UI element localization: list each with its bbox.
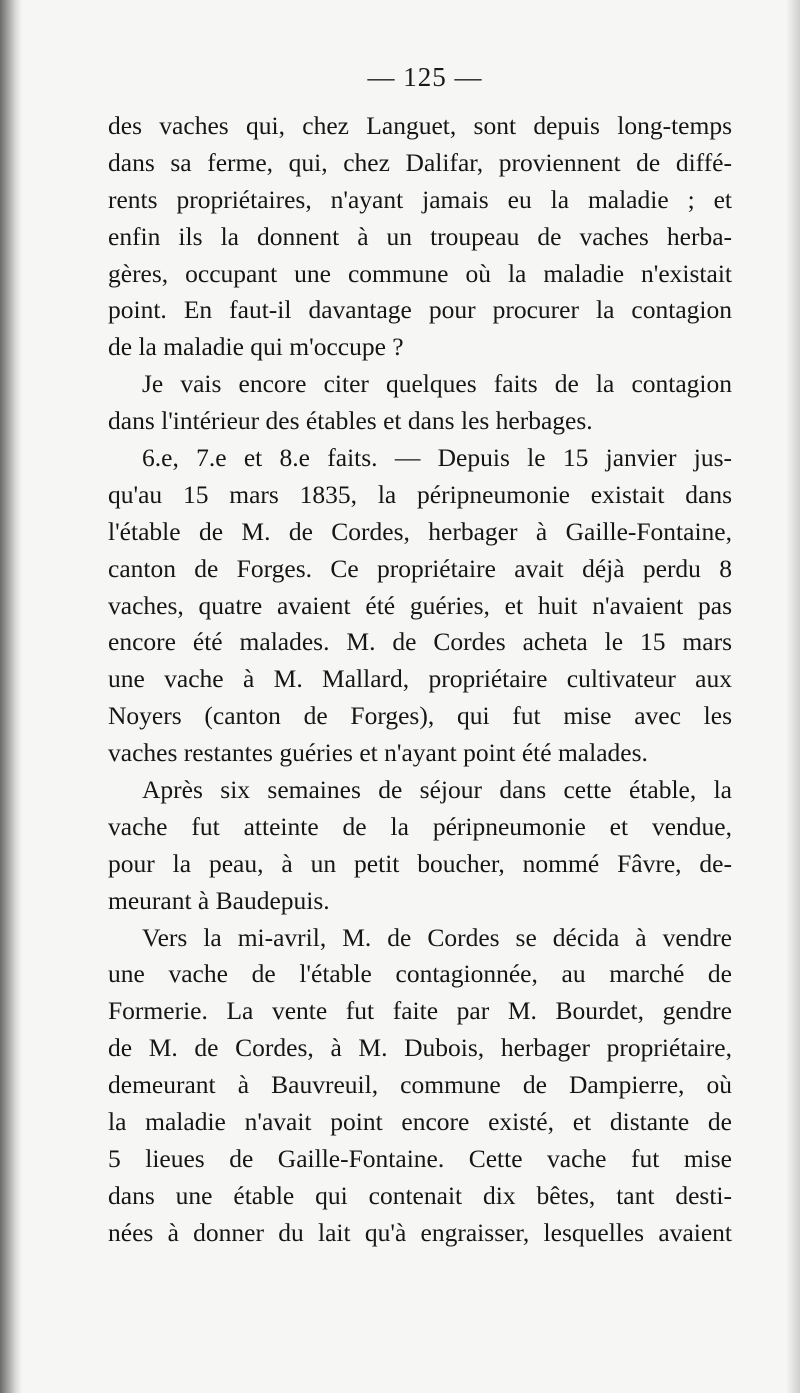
text-line: encore été malades. M. de Cordes acheta le 15 mars [108,627,732,657]
text-line: une vache à M. Mallard, propriétaire cultivateur aux [108,664,732,694]
text-line: nées à donner du lait qu'à engraisser, lesquelles avaient [108,1217,732,1247]
page-shadow-left [0,0,22,1393]
text-line: canton de Forges. Ce propriétaire avait déjà perdu 8 [108,553,732,583]
text-line: 6.e, 7.e et 8.e faits. — Depuis le 15 janvier jus- [142,443,732,473]
text-line: Après six semaines de séjour dans cette étable, la [142,775,732,805]
text-line: rents propriétaires, n'ayant jamais eu la maladie ; et [108,184,732,214]
text-line: demeurant à Bauvreuil, commune de Dampierre, où [108,1070,732,1100]
text-line: une vache de l'étable contagionnée, au marché de [108,959,732,989]
text-line: enfin ils la donnent à un troupeau de vaches herba- [108,221,732,251]
text-line: de la maladie qui m'occupe ? [108,332,404,362]
text-line: vache fut atteinte de la péripneumonie et vendue, [108,811,732,841]
text-line: Formerie. La vente fut faite par M. Bourdet, gendre [108,996,732,1026]
text-line: des vaches qui, chez Languet, sont depuis long-temps [108,111,732,140]
text-line: Vers la mi-avril, M. de Cordes se décida à vendre [142,922,732,952]
text-line: point. En faut-il davantage pour procurer la contagion [108,295,732,325]
page-number: — 125 — [367,62,483,92]
text-line: dans sa ferme, qui, chez Dalifar, proviennent de diffé- [108,147,732,177]
text-line: l'étable de M. de Cordes, herbager à Gaille-Fontaine, [108,516,732,546]
text-line: meurant à Baudepuis. [108,885,330,915]
text-line: Je vais encore citer quelques faits de la contagion [142,369,732,399]
text-line: Noyers (canton de Forges), qui fut mise avec les [108,701,732,731]
text-line: vaches restantes guéries et n'ayant point été malades. [108,738,648,768]
text-line: gères, occupant une commune où la maladie n'existait [108,258,732,288]
text-line: pour la peau, à un petit boucher, nommé Fâvre, de- [108,848,732,878]
text-line: dans l'intérieur des étables et dans les herbages. [108,406,593,436]
text-line: de M. de Cordes, à M. Dubois, herbager propriétaire, [108,1033,732,1063]
text-line: qu'au 15 mars 1835, la péripneumonie existait dans [108,479,732,509]
text-line: 5 lieues de Gaille-Fontaine. Cette vache fut mise [108,1143,732,1173]
text-line: vaches, quatre avaient été guéries, et huit n'avaient pas [108,590,732,620]
text-line: la maladie n'avait point encore existé, et distante de [108,1107,732,1137]
body-text [108,108,732,1252]
text-line: dans une étable qui contenait dix bêtes, tant desti- [108,1180,732,1210]
page-shadow-right [786,0,800,1393]
